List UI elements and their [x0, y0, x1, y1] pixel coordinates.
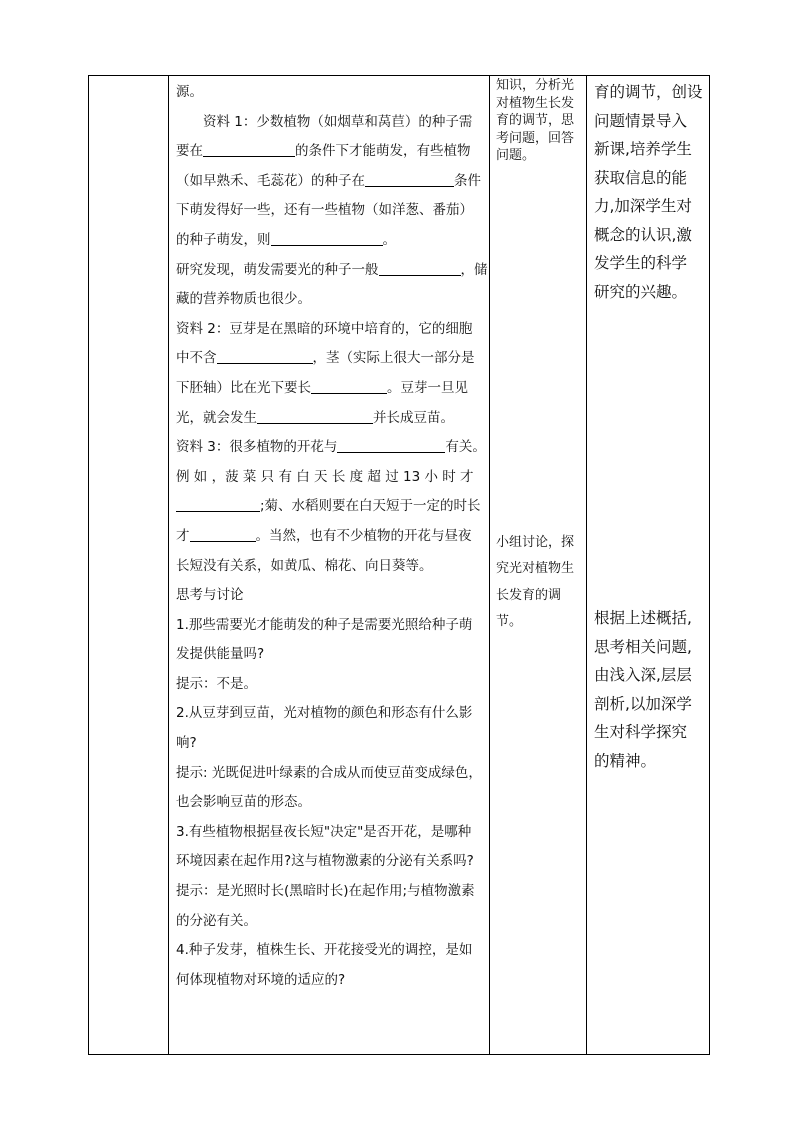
design-intent-line: 剖析,以加深学 — [594, 694, 692, 713]
fill-blank[interactable] — [337, 437, 445, 453]
fill-blank[interactable] — [257, 408, 373, 424]
question-line: 3.有些植物根据昼夜长短"决定"是否开花，是哪种 — [176, 823, 472, 840]
fill-blank[interactable] — [190, 526, 256, 542]
student-activity-line: 小组讨论，探 — [496, 534, 575, 550]
fill-blank[interactable] — [311, 378, 387, 394]
design-intent-line: 思考相关问题, — [594, 637, 692, 656]
design-intent-line: 由浅入深,层层 — [594, 666, 692, 684]
material-2-line: 资料 2：豆芽是在黑暗的环境中培育的，它的细胞 — [176, 320, 473, 337]
student-activity-line: 问题。 — [496, 148, 536, 163]
design-intent-line: 的精神。 — [594, 751, 657, 770]
design-intent-line: 新课,培养学生 — [594, 140, 692, 158]
content-line: （如早熟禾、毛蕊花）的种子在 条件 — [176, 172, 481, 189]
content-line: 光，就会发生 并长成豆苗。 — [176, 409, 454, 426]
question-line: 4.种子发芽，植株生长、开花接受光的调控，是如 — [176, 942, 473, 959]
student-activity-line: 育的调节，思 — [496, 113, 575, 128]
fill-blank[interactable] — [365, 171, 454, 187]
fill-blank[interactable] — [203, 141, 295, 157]
spacer — [594, 306, 705, 604]
table-row — [89, 76, 710, 1055]
hint-line: 提示：不是。 — [176, 675, 257, 692]
fill-blank[interactable] — [379, 260, 461, 276]
content-line: 下萌发得好一些，还有一些植物（如洋葱、番茄） — [176, 202, 473, 219]
content-line: 才 。当然，也有不少植物的开花与昼夜 — [176, 527, 472, 544]
design-intent-line: 问题情景导入 — [594, 111, 688, 130]
student-activity-line: 考问题，回答 — [496, 130, 575, 146]
question-line: 2.从豆芽到豆苗，光对植物的颜色和形态有什么影 — [176, 705, 473, 722]
question-line: 响? — [176, 735, 197, 752]
design-intent-block-2 — [594, 604, 705, 775]
content-line: 源。 — [176, 84, 203, 100]
content-line: 中不含 ，茎（实际上很大一部分是 — [176, 350, 475, 367]
design-intent-line: 获取信息的能 — [594, 168, 688, 187]
design-intent-line: 研究的兴趣。 — [594, 282, 688, 301]
fill-blank[interactable] — [217, 348, 313, 364]
design-intent-line: 育的调节，创设 — [594, 83, 703, 101]
fill-blank[interactable] — [176, 496, 260, 512]
section-heading: 思考与讨论 — [176, 587, 244, 604]
question-line: 发提供能量吗? — [176, 646, 265, 663]
hint-line: 提示：是光照时长(黑暗时长)在起作用;与植物激素 — [176, 883, 475, 900]
design-intent-cell — [587, 76, 710, 1055]
design-intent — [587, 76, 709, 775]
hint-line: 也会影响豆苗的形态。 — [176, 794, 311, 811]
design-intent-line: 发学生的科学 — [594, 254, 688, 272]
content-line: 研究发现，萌发需要光的种子一般 ，储 — [176, 261, 488, 278]
hint-line: 提示: 光既促进叶绿素的合成从而使豆苗变成绿色， — [176, 764, 482, 781]
material-3-line: 资料 3：很多植物的开花与 有关。 — [176, 439, 486, 456]
lesson-plan-table — [88, 75, 710, 1055]
content-line: 要在 的条件下才能萌发，有些植物 — [176, 143, 471, 160]
student-activity-line: 究光对植物生 — [496, 561, 575, 576]
student-activity-line: 对植物生长发 — [496, 95, 575, 111]
fill-blank[interactable] — [271, 230, 383, 246]
spacer — [496, 165, 582, 530]
content-line: ;菊、水稻则要在白天短于一定的时长 — [176, 492, 483, 522]
content-line: 例 如 ，菠 菜 只 有 白 天 长 度 超 过 13 小 时 才 — [176, 468, 474, 485]
design-intent-line: 生对科学探究 — [594, 723, 688, 741]
student-activity-cell — [490, 76, 587, 1055]
question-line: 环境因素在起作用?这与植物激素的分泌有关系吗? — [176, 853, 474, 870]
student-activity-line: 长发育的调节。 — [496, 587, 562, 629]
question-line: 1.那些需要光才能萌发的种子是需要光照给种子萌 — [176, 616, 473, 633]
question-line: 何体现植物对环境的适应的? — [176, 971, 346, 988]
content-line: 的种子萌发，则 。 — [176, 231, 396, 248]
hint-line: 的分泌有关。 — [176, 912, 257, 929]
design-intent-line: 力,加深学生对 — [594, 197, 692, 215]
stage-column-cell — [89, 76, 169, 1055]
design-intent-line: 根据上述概括, — [594, 609, 692, 627]
student-activity — [490, 76, 586, 636]
student-activity-line: 知识，分析光 — [496, 78, 575, 93]
content-line: 藏的营养物质也很少。 — [176, 291, 311, 308]
material-1-line: 资料 1：少数植物（如烟草和莴苣）的种子需 — [203, 113, 473, 130]
content-line: 下胚轴）比在光下要长 。豆芽一旦见 — [176, 379, 468, 396]
teaching-content — [169, 76, 489, 995]
design-intent-block-1 — [594, 78, 705, 306]
teaching-content-cell — [169, 76, 490, 1055]
student-activity-block-1 — [496, 77, 582, 165]
design-intent-line: 概念的认识,激 — [594, 225, 692, 244]
content-line: 长短没有关系，如黄瓜、棉花、向日葵等。 — [176, 557, 433, 574]
student-activity-block-2 — [496, 530, 582, 636]
